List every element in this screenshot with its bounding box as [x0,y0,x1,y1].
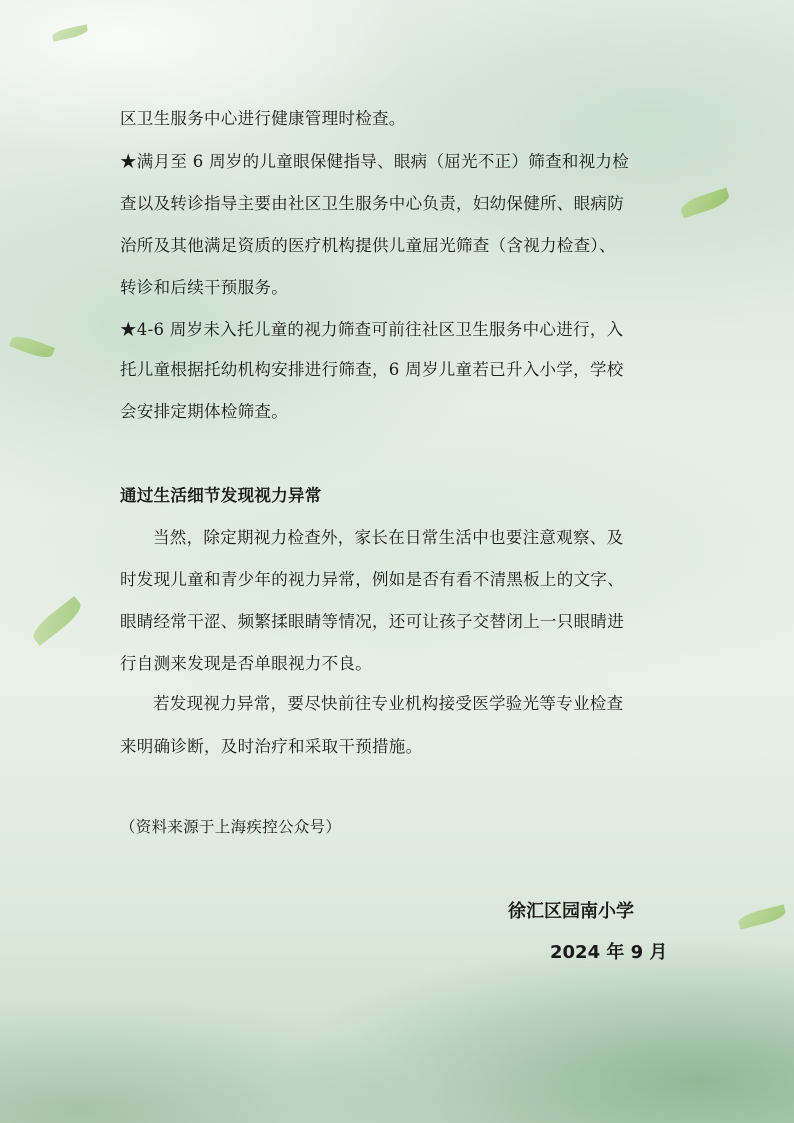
signature-school: 徐汇区园南小学 [508,901,634,922]
paragraph-line: 眼睛经常干涩、频繁揉眼睛等情况，还可让孩子交替闭上一只眼睛进 [120,612,624,631]
source-note: （资料来源于上海疾控公众号） [120,818,342,836]
paragraph-line: 时发现儿童和青少年的视力异常，例如是否有看不清黑板上的文字、 [120,570,624,589]
paragraph-line: 若发现视力异常，要尽快前往专业机构接受医学验光等专业检查 [153,694,624,713]
body-line: ★4-6 周岁未入托儿童的视力筛查可前往社区卫生服务中心进行，入 [120,320,624,339]
body-line: 治所及其他满足资质的医疗机构提供儿童屈光筛查（含视力检查）、 [120,236,616,255]
leaf-decoration [29,596,86,646]
body-line: 托儿童根据托幼机构安排进行筛查，6 周岁儿童若已升入小学，学校 [120,360,624,379]
body-line: 会安排定期体检筛查。 [120,402,288,421]
body-line: 查以及转诊指导主要由社区卫生服务中心负责，妇幼保健所、眼病防 [120,194,624,213]
body-line: 区卫生服务中心进行健康管理时检查。 [120,109,406,128]
paragraph-line: 当然，除定期视力检查外，家长在日常生活中也要注意观察、及 [153,528,624,547]
paragraph-line: 行自测来发现是否单眼视力不良。 [120,654,372,673]
leaf-decoration [51,24,88,41]
paragraph-line: 来明确诊断，及时治疗和采取干预措施。 [120,737,423,756]
section-heading: 通过生活细节发现视力异常 [120,486,322,505]
leaf-decoration [679,188,731,219]
body-line: 转诊和后续干预服务。 [120,278,288,297]
body-line: ★满月至 6 周岁的儿童眼保健指导、眼病（屈光不正）筛查和视力检 [120,152,630,171]
leaf-decoration [737,904,787,929]
signature-date: 2024 年 9 月 [550,942,668,963]
leaf-decoration [9,333,55,361]
